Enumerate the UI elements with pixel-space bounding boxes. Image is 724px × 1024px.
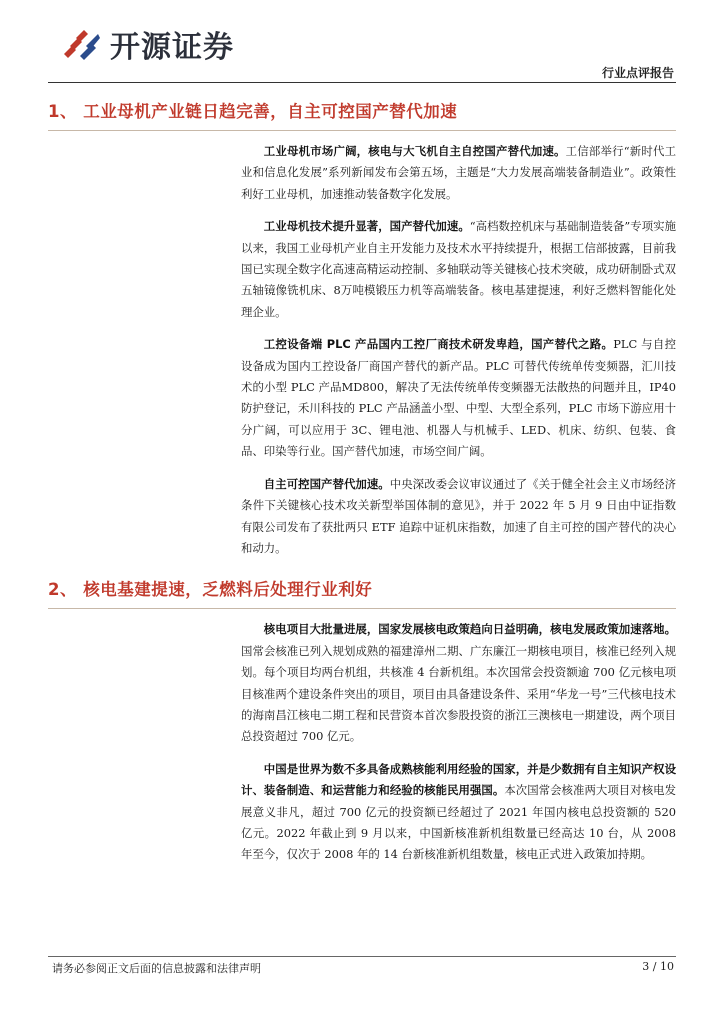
header-divider bbox=[48, 82, 676, 83]
paragraph bbox=[241, 334, 676, 462]
paragraph bbox=[241, 619, 676, 747]
section-divider bbox=[48, 130, 676, 131]
main-content bbox=[48, 92, 676, 877]
paragraph bbox=[241, 141, 676, 205]
paragraph-lead: 核电项目大批量进展，国家发展核电政策趋向日益明确，核电发展政策加速落地。 bbox=[263, 622, 676, 637]
paragraph-text: 工信部举行“新时代工业和信息化发展”系列新闻发布会第五场，主题是“大力发展高端装备制造业”。政策性利好工业母机，加速推动装备数字化发展。 bbox=[241, 144, 676, 201]
section-body bbox=[241, 619, 676, 865]
section-2 bbox=[48, 570, 676, 865]
section-title: 2、 核电基建提速，乏燃料后处理行业利好 bbox=[48, 580, 373, 600]
page-number: 3 / 10 bbox=[642, 960, 674, 973]
logo-text: 开源证券 bbox=[110, 30, 234, 65]
report-type-label: 行业点评报告 bbox=[601, 66, 674, 80]
company-logo bbox=[58, 22, 278, 66]
paragraph-lead: 工业母机市场广阔，核电与大飞机自主自控国产替代加速。 bbox=[263, 144, 566, 158]
section-title: 1、 工业母机产业链日趋完善，自主可控国产替代加速 bbox=[48, 102, 458, 121]
page-header bbox=[0, 0, 724, 82]
paragraph-lead: 工业母机技术提升显著，国产替代加速。 bbox=[263, 219, 470, 234]
section-body bbox=[241, 141, 676, 559]
paragraph-text: PLC 与自控设备成为国内工控设备厂商国产替代的新产品。PLC 可替代传统单传变频器，汇川技术的小型 PLC 产品MD800，解决了无法传统单传变频器无法散热的问题并且，IP40 防护登记，禾川科技的 PLC 产品涵盖小型、中型、大型全系列，PLC 市场下游应用十分广阔，可以应用于 3C、锂电池、机器人与机械手、LED、机床、纺织、包装、食品、印染等行业。国产替代加速，市场空间广阔。 bbox=[241, 337, 676, 459]
paragraph-lead: 中国是世界为数不多具备成熟核能利用经验的国家，并是少数拥有自主知识产权设计、装备制造、和运营能力和经验的核能民用强国。 bbox=[241, 761, 676, 798]
paragraph bbox=[241, 474, 676, 560]
paragraph bbox=[241, 759, 676, 866]
section-divider bbox=[48, 608, 676, 609]
paragraph bbox=[241, 216, 676, 323]
footer-disclaimer: 请务必参阅正文后面的信息披露和法律声明 bbox=[52, 962, 261, 975]
paragraph-text: 本次国常会核准两大项目对核电发展意义非凡，超过 700 亿元的投资额已经超过了 2021 年国内核电总投资额的 520 亿元。2022 年截止到 9 月以来，中国新核准新机组数量已经高达 10 台，从 2008 年至今，仅次于 2008 年的 14 台新核准新机组数量，核电正式进入政策加持期。 bbox=[241, 783, 676, 862]
paragraph-text: 中央深改委会议审议通过了《关于健全社会主义市场经济条件下关键核心技术攻关新型举国体制的意见》，并于 2022 年 5 月 9 日由中证指数有限公司发布了获批两只 ETF 追踪中证机床指数，加速了自主可控的国产替代的决心和动力。 bbox=[241, 476, 676, 555]
paragraph-lead: 自主可控国产替代加速。 bbox=[263, 476, 390, 491]
paragraph-text: 国常会核准已列入规划成熟的福建漳州二期、广东廉江一期核电项目，核准已经列入规划。每个项目均两台机组，共核准 4 台新机组。本次国常会投资额逾 700 亿元核电项目核准两个建设条件突出的项目，项目由具备建设条件、采用“华龙一号”三代核电技术的海南昌江核电二期工程和民营资本首次参股投资的浙江三澳核电一期建设，两个项目总投资超过 700 亿元。 bbox=[241, 643, 676, 744]
section-1 bbox=[48, 92, 676, 559]
paragraph-text: “高档数控机床与基础制造装备”专项实施以来，我国工业母机产业自主开发能力及技术水平持续提升，根据工信部披露，目前我国已实现全数字化高速高精运动控制、多轴联动等关键核心技术突破，成功研制卧式双五轴镜像铣机床、8万吨模锻压力机等高端装备。核电基建提速，利好乏燃料智能化处理企业。 bbox=[241, 219, 676, 319]
footer-divider bbox=[48, 956, 676, 957]
logo-mark-icon bbox=[58, 24, 102, 64]
paragraph-lead: 工控设备端 PLC 产品国内工控厂商技术研发卑趋，国产替代之路。 bbox=[263, 337, 614, 352]
